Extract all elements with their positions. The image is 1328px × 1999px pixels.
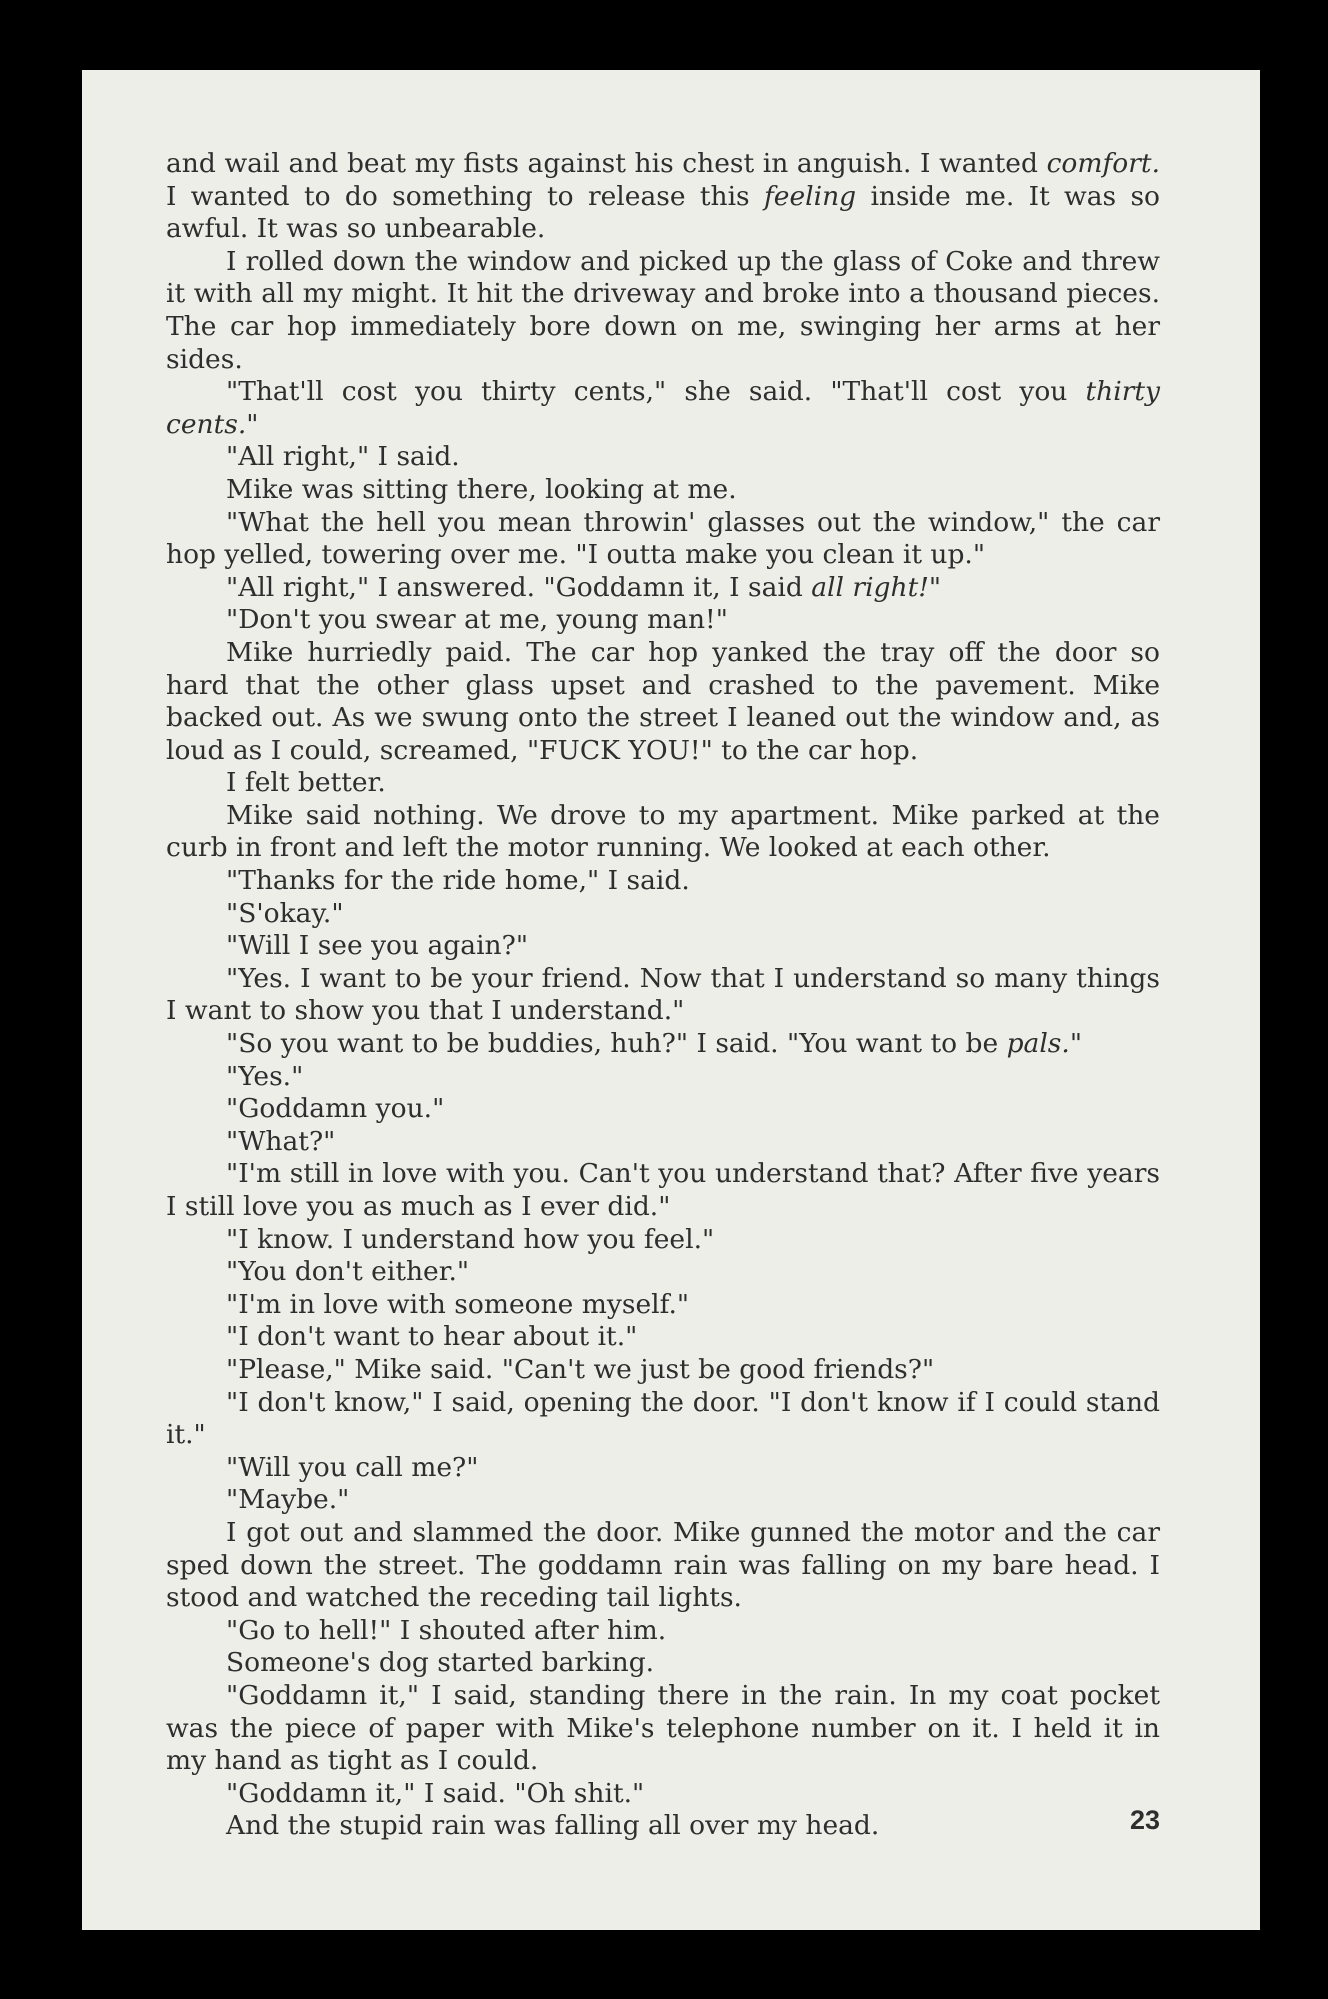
paragraph <box>166 1680 1160 1778</box>
text-run: I wanted to do something to release this <box>166 180 764 212</box>
text-run: "Will I see you again?" <box>226 930 529 962</box>
text-run: " <box>1069 1028 1083 1060</box>
text-run: "Thanks for the ride home," I said. <box>226 865 690 897</box>
paragraph <box>166 376 1160 441</box>
paragraph <box>166 1484 1160 1517</box>
paragraph <box>166 1452 1160 1485</box>
text-run: and wail and beat my fists against his chest in anguish. I wanted <box>166 148 1047 179</box>
paragraph <box>166 246 1160 376</box>
text-run: " <box>246 408 259 440</box>
italic-text: thirty cents. <box>166 376 1160 440</box>
paragraph <box>166 898 1160 931</box>
text-run: Mike said nothing. We drove to my apartment. Mike parked at the curb in front and left the motor running. We looked at each other. <box>166 799 1160 864</box>
paragraph <box>166 1256 1160 1289</box>
text-run: "Go to hell!" I shouted after him. <box>226 1614 667 1646</box>
text-run: "That'll cost you thirty cents," she said. "That'll cost you <box>226 376 1086 408</box>
text-run: "You don't either." <box>226 1256 470 1288</box>
text-run: "Will you call me?" <box>226 1451 479 1483</box>
text-run: "What?" <box>226 1125 336 1157</box>
paragraph <box>166 1224 1160 1257</box>
body-text <box>166 148 1160 1843</box>
text-run: "I don't know," I said, opening the door. "I don't know if I could stand it." <box>166 1386 1160 1451</box>
paragraph <box>166 1158 1160 1223</box>
paragraph <box>166 865 1160 898</box>
text-run: Someone's dog started barking. <box>226 1647 655 1679</box>
text-run: "Yes." <box>226 1060 304 1092</box>
paragraph <box>166 507 1160 572</box>
paragraph <box>166 1126 1160 1159</box>
text-run: I got out and slammed the door. Mike gunned the motor and the car sped down the street. The goddamn rain was falling on my bare head. I stood and watched the receding tail lights. <box>166 1516 1160 1614</box>
text-run: "So you want to be buddies, huh?" I said. "You want to be <box>226 1028 1007 1060</box>
paragraph <box>166 474 1160 507</box>
text-run: "Goddamn it," I said. "Oh shit." <box>226 1777 645 1809</box>
text-run: "I don't want to hear about it." <box>226 1321 638 1353</box>
text-run: Mike hurriedly paid. The car hop yanked the tray off the door so hard that the other glass upset and crashed to the pavement. Mike backed out. As we swung onto the street I leaned out the window and, as loud as I could, screamed, "FUCK YOU!" to the car hop. <box>166 636 1160 766</box>
paragraph <box>166 148 1160 246</box>
page-number: 23 <box>1129 1805 1160 1835</box>
paragraph <box>166 1810 1160 1843</box>
text-run: "Goddamn it," I said, standing there in the rain. In my coat pocket was the piece of paper with Mike's telephone number on it. I held it in my hand as tight as I could. <box>166 1679 1160 1777</box>
text-run: "What the hell you mean throwin' glasses out the window," the car hop yelled, towering over me. "I outta make you clean it up." <box>166 506 1160 571</box>
text-run: I rolled down the window and picked up the glass of Coke and threw it with all my might. It hit the driveway and broke into a thousand pieces. The car hop immediately bore down on me, swinging her arms at her sides. <box>166 245 1160 375</box>
paragraph <box>166 1028 1160 1061</box>
text-run: "All right," I said. <box>226 441 460 473</box>
paragraph <box>166 1354 1160 1387</box>
text-run: "I'm still in love with you. Can't you understand that? After five years I still love you as much as I ever did." <box>166 1158 1160 1222</box>
text-run: " <box>928 571 942 603</box>
text-run: "S'okay." <box>226 897 344 929</box>
paragraph <box>166 1061 1160 1094</box>
italic-text: feeling <box>763 180 857 212</box>
paragraph <box>166 800 1160 865</box>
paragraph <box>166 767 1160 800</box>
paragraph <box>166 930 1160 963</box>
paragraph <box>166 572 1160 605</box>
book-page <box>82 70 1260 1930</box>
paragraph <box>166 441 1160 474</box>
text-run: I felt better. <box>226 767 386 799</box>
paragraph <box>166 1615 1160 1648</box>
text-run: And the stupid rain was falling all over my head. <box>226 1810 880 1842</box>
paragraph <box>166 1387 1160 1452</box>
text-run: Mike was sitting there, looking at me. <box>226 473 737 505</box>
text-run: "Yes. I want to be your friend. Now that I understand so many things I want to show you that I understand." <box>166 962 1160 1027</box>
text-run: inside me. It was so awful. It was so unbearable. <box>166 180 1160 245</box>
paragraph <box>166 1289 1160 1322</box>
paragraph <box>166 1093 1160 1126</box>
paragraph <box>166 963 1160 1028</box>
paragraph <box>166 1647 1160 1680</box>
paragraph <box>166 1778 1160 1811</box>
italic-text: pals. <box>1006 1028 1070 1060</box>
paragraph <box>166 604 1160 637</box>
paragraph <box>166 637 1160 767</box>
paragraph <box>166 1517 1160 1615</box>
text-run: "Please," Mike said. "Can't we just be good friends?" <box>226 1353 935 1385</box>
italic-text: comfort. <box>1046 148 1160 179</box>
text-run: "All right," I answered. "Goddamn it, I said <box>226 571 812 603</box>
paragraph <box>166 1321 1160 1354</box>
text-run: "I know. I understand how you feel." <box>226 1223 715 1255</box>
text-run: "Maybe." <box>226 1484 350 1516</box>
text-run: "Goddamn you." <box>226 1093 445 1125</box>
italic-text: all right! <box>811 571 929 603</box>
text-run: "Don't you swear at me, young man!" <box>226 604 728 636</box>
text-run: "I'm in love with someone myself." <box>226 1288 690 1320</box>
